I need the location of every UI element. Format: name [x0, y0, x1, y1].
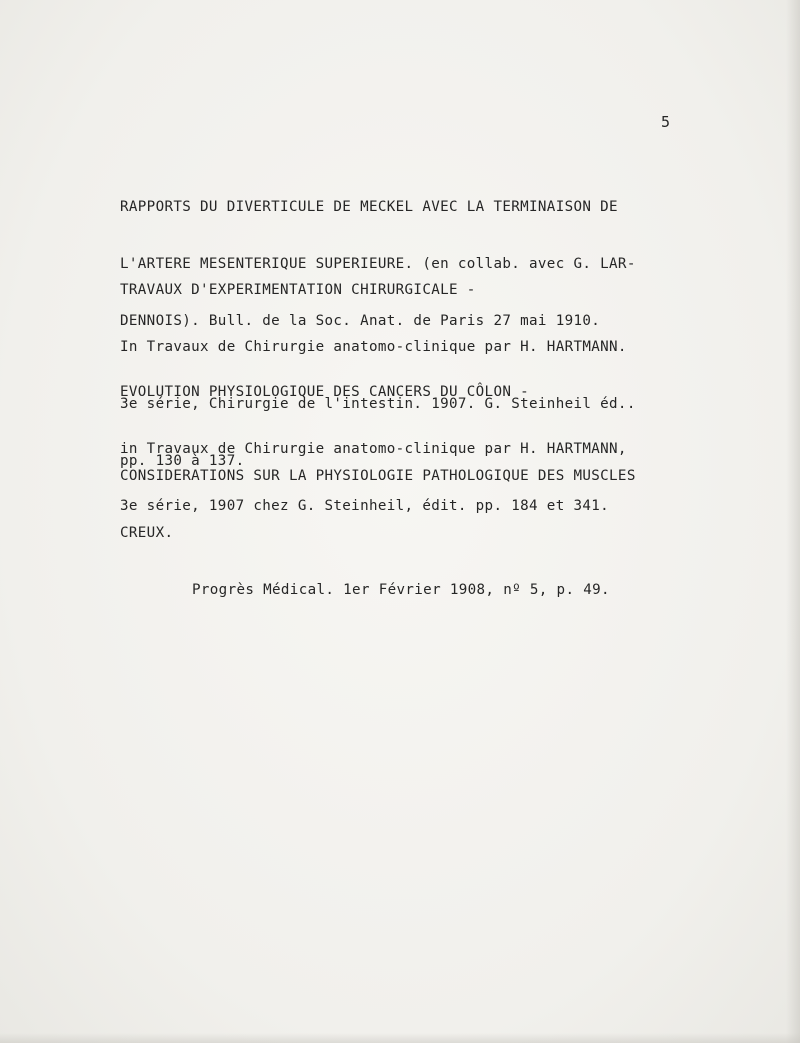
entry-line: In Travaux de Chirurgie anatomo-clinique par H. HARTMANN.: [120, 339, 627, 355]
entry-line: CREUX.: [120, 525, 174, 541]
entry-line: 3e série, 1907 chez G. Steinheil, édit. pp. 184 et 341.: [120, 498, 610, 514]
bibliography-entry-4: [120, 429, 636, 638]
entry-line: in Travaux de Chirurgie anatomo-clinique par H. HARTMANN,: [120, 441, 627, 457]
entry-line: 3e série, Chirurgie de l'intestin. 1907. G. Steinheil éd..: [120, 396, 636, 412]
entry-line: pp. 130 à 137.: [120, 453, 245, 469]
entry-line: DENNOIS). Bull. de la Soc. Anat. de Paris 27 mai 1910.: [120, 313, 601, 329]
entry-line: Progrès Médical. 1er Février 1908, nº 5, p. 49.: [192, 582, 610, 598]
entry-line: TRAVAUX D'EXPERIMENTATION CHIRURGICALE -: [120, 282, 476, 298]
entry-line: EVOLUTION PHYSIOLOGIQUE DES CANCERS DU CÔLON -: [120, 384, 530, 400]
page-edge-shadow: [786, 0, 800, 1043]
entry-line: L'ARTERE MESENTERIQUE SUPERIEURE. (en collab. avec G. LAR-: [120, 256, 636, 272]
entry-line: RAPPORTS DU DIVERTICULE DE MECKEL AVEC LA TERMINAISON DE: [120, 199, 618, 215]
entry-line: CONSIDERATIONS SUR LA PHYSIOLOGIE PATHOLOGIQUE DES MUSCLES: [120, 468, 636, 484]
page-bottom-shadow: [0, 1033, 800, 1043]
page-number: 5: [661, 113, 671, 131]
